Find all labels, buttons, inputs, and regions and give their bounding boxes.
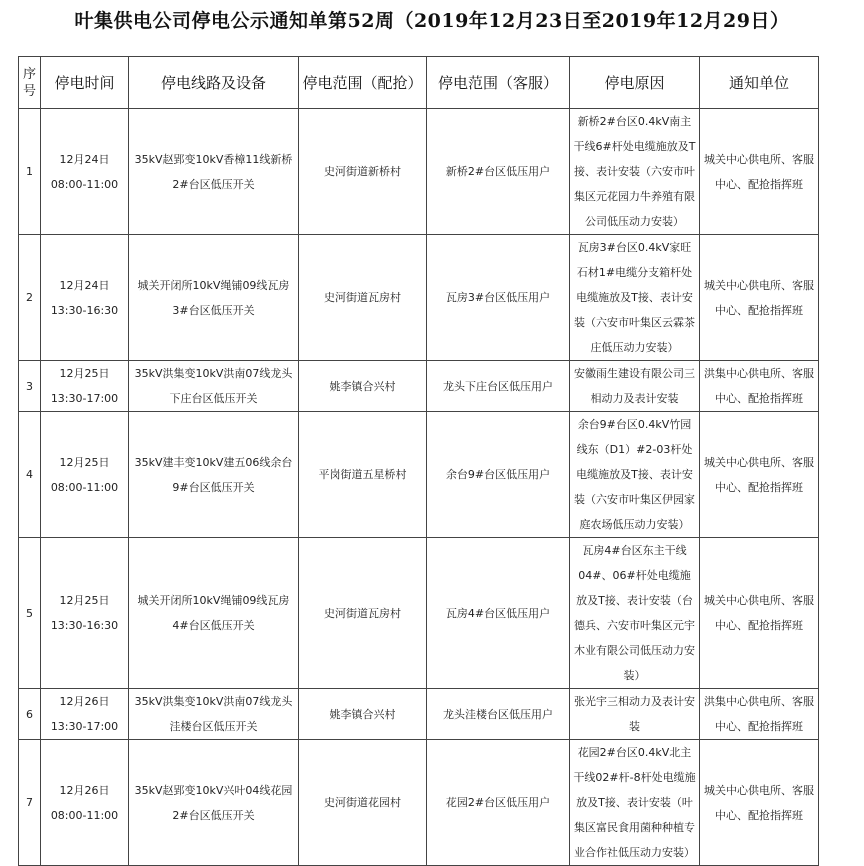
cell-time: 12月24日08:00-11:00 bbox=[41, 109, 129, 235]
cell-no: 7 bbox=[19, 740, 41, 866]
cell-no: 6 bbox=[19, 689, 41, 740]
cell-scope-dispatch: 姚李镇合兴村 bbox=[299, 361, 427, 412]
cell-no: 2 bbox=[19, 235, 41, 361]
cell-no: 5 bbox=[19, 538, 41, 689]
cell-scope-dispatch: 史河街道瓦房村 bbox=[299, 235, 427, 361]
cell-time: 12月26日13:30-17:00 bbox=[41, 689, 129, 740]
cell-scope-service: 新桥2#台区低压用户 bbox=[427, 109, 570, 235]
table-row bbox=[19, 235, 819, 361]
cell-line: 35kV洪集变10kV洪南07线龙头洼楼台区低压开关 bbox=[129, 689, 299, 740]
cell-line: 35kV洪集变10kV洪南07线龙头下庄台区低压开关 bbox=[129, 361, 299, 412]
cell-unit: 洪集中心供电所、客服中心、配抢指挥班 bbox=[700, 361, 819, 412]
header-time: 停电时间 bbox=[41, 57, 129, 109]
cell-no: 1 bbox=[19, 109, 41, 235]
table-header-row bbox=[19, 57, 819, 109]
table-row bbox=[19, 689, 819, 740]
header-reason: 停电原因 bbox=[570, 57, 700, 109]
cell-line: 35kV赵郢变10kV兴叶04线花园2#台区低压开关 bbox=[129, 740, 299, 866]
cell-time: 12月26日08:00-11:00 bbox=[41, 740, 129, 866]
cell-line: 城关开闭所10kV绳铺09线瓦房4#台区低压开关 bbox=[129, 538, 299, 689]
cell-no: 4 bbox=[19, 412, 41, 538]
cell-unit: 城关中心供电所、客服中心、配抢指挥班 bbox=[700, 740, 819, 866]
header-scope-dispatch: 停电范围（配抢） bbox=[299, 57, 427, 109]
table-row bbox=[19, 740, 819, 866]
cell-scope-dispatch: 平岗街道五星桥村 bbox=[299, 412, 427, 538]
table-row bbox=[19, 361, 819, 412]
cell-scope-service: 龙头洼楼台区低压用户 bbox=[427, 689, 570, 740]
cell-unit: 洪集中心供电所、客服中心、配抢指挥班 bbox=[700, 689, 819, 740]
outage-notice-table bbox=[18, 56, 819, 866]
cell-line: 35kV赵郢变10kV香樟11线新桥2#台区低压开关 bbox=[129, 109, 299, 235]
cell-time: 12月25日13:30-17:00 bbox=[41, 361, 129, 412]
cell-scope-service: 瓦房3#台区低压用户 bbox=[427, 235, 570, 361]
cell-scope-service: 余台9#台区低压用户 bbox=[427, 412, 570, 538]
cell-reason: 新桥2#台区0.4kV南主干线6#杆处电缆施放及T接、表计安装（六安市叶集区元花园力牛养殖有限公司低压动力安装） bbox=[570, 109, 700, 235]
page-title: 叶集供电公司停电公示通知单第52周（2019年12月23日至2019年12月29日） bbox=[74, 10, 790, 32]
cell-unit: 城关中心供电所、客服中心、配抢指挥班 bbox=[700, 538, 819, 689]
cell-reason: 瓦房3#台区0.4kV家旺石材1#电缆分支箱杆处电缆施放及T接、表计安装（六安市叶集区云霖茶庄低压动力安装） bbox=[570, 235, 700, 361]
table-row bbox=[19, 412, 819, 538]
cell-scope-dispatch: 史河街道花园村 bbox=[299, 740, 427, 866]
cell-scope-service: 花园2#台区低压用户 bbox=[427, 740, 570, 866]
cell-scope-dispatch: 史河街道瓦房村 bbox=[299, 538, 427, 689]
cell-scope-service: 瓦房4#台区低压用户 bbox=[427, 538, 570, 689]
cell-time: 12月24日13:30-16:30 bbox=[41, 235, 129, 361]
cell-no: 3 bbox=[19, 361, 41, 412]
cell-time: 12月25日08:00-11:00 bbox=[41, 412, 129, 538]
cell-reason: 安徽雨生建设有限公司三相动力及表计安装 bbox=[570, 361, 700, 412]
header-line: 停电线路及设备 bbox=[129, 57, 299, 109]
table-row bbox=[19, 538, 819, 689]
cell-unit: 城关中心供电所、客服中心、配抢指挥班 bbox=[700, 235, 819, 361]
table-row bbox=[19, 109, 819, 235]
cell-unit: 城关中心供电所、客服中心、配抢指挥班 bbox=[700, 412, 819, 538]
cell-line: 城关开闭所10kV绳铺09线瓦房3#台区低压开关 bbox=[129, 235, 299, 361]
cell-reason: 花园2#台区0.4kV北主干线02#杆-8杆处电缆施放及T接、表计安装（叶集区富民食用菌种种植专业合作社低压动力安装） bbox=[570, 740, 700, 866]
cell-line: 35kV建丰变10kV建五06线余台9#台区低压开关 bbox=[129, 412, 299, 538]
cell-reason: 张光宇三相动力及表计安装 bbox=[570, 689, 700, 740]
cell-scope-dispatch: 史河街道新桥村 bbox=[299, 109, 427, 235]
cell-reason: 余台9#台区0.4kV竹园线东（D1）#2-03杆处电缆施放及T接、表计安装（六安市叶集区伊园家庭农场低压动力安装） bbox=[570, 412, 700, 538]
header-scope-service: 停电范围（客服） bbox=[427, 57, 570, 109]
cell-scope-service: 龙头下庄台区低压用户 bbox=[427, 361, 570, 412]
cell-scope-dispatch: 姚李镇合兴村 bbox=[299, 689, 427, 740]
cell-unit: 城关中心供电所、客服中心、配抢指挥班 bbox=[700, 109, 819, 235]
header-unit: 通知单位 bbox=[700, 57, 819, 109]
cell-reason: 瓦房4#台区东主干线04#、06#杆处电缆施放及T接、表计安装（台德兵、六安市叶集区元宇木业有限公司低压动力安装） bbox=[570, 538, 700, 689]
header-no: 序号 bbox=[19, 57, 41, 109]
right-margin bbox=[836, 0, 864, 849]
cell-time: 12月25日13:30-16:30 bbox=[41, 538, 129, 689]
